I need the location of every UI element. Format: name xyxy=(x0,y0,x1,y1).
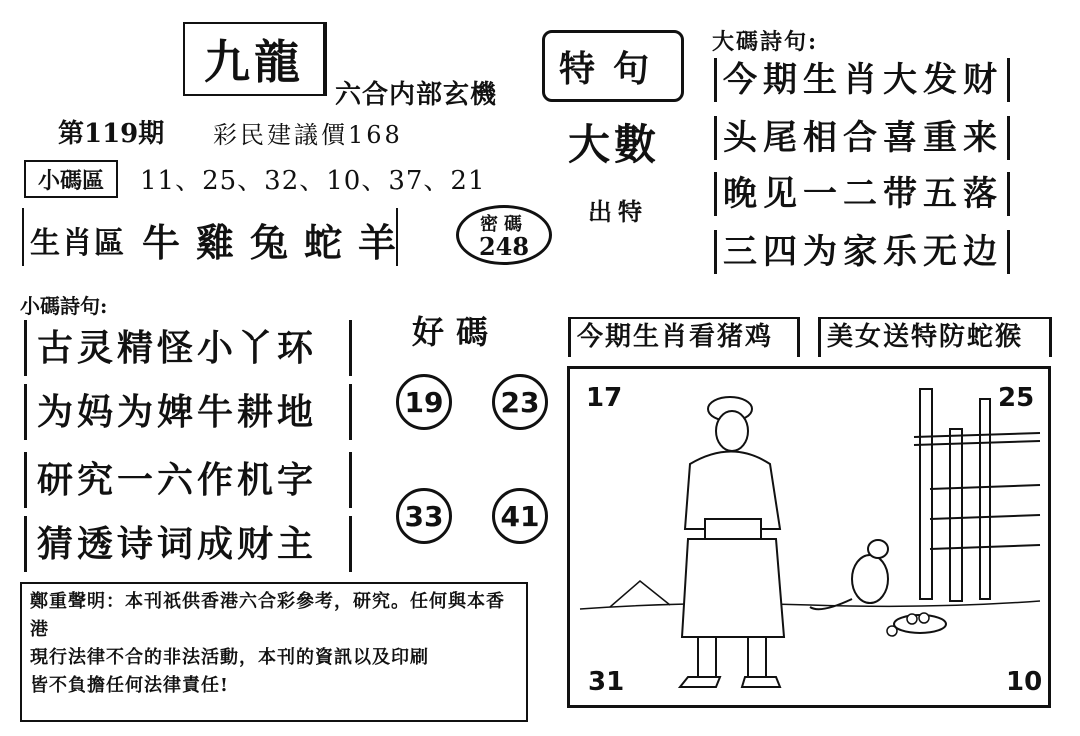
small-code-label: 小碼區 xyxy=(24,160,118,198)
good-code-circle: 19 xyxy=(396,374,452,430)
hint-poem-line: 古灵精怪小丫环 xyxy=(24,320,352,376)
price-advice: 彩民建議價168 xyxy=(213,121,403,149)
disclaimer-line: 鄭重聲明：本刊祇供香港六合彩參考，研究。任何與本香港 xyxy=(30,591,505,640)
good-code-circle: 23 xyxy=(492,374,548,430)
poem-line: 今期生肖大发财 xyxy=(714,58,1010,102)
corner-number: 10 xyxy=(1006,667,1043,697)
special-phrase: 大數 xyxy=(568,120,661,169)
zodiac-label: 生肖區 xyxy=(30,226,126,261)
page-title: 九龍 xyxy=(183,22,327,96)
hint-poem-line: 研究一六作机字 xyxy=(24,452,352,508)
issue-number: 第119期 xyxy=(58,119,165,149)
good-codes-title: 好碼 xyxy=(412,313,501,351)
zodiac-animals: 牛雞兔蛇羊 xyxy=(142,220,413,265)
corner-number: 31 xyxy=(588,667,625,697)
poem-line: 晚见一二带五落 xyxy=(714,172,1010,216)
special-phrase-book-icon: 特句 xyxy=(542,30,684,102)
disclaimer-box xyxy=(20,582,528,722)
secret-code-oval xyxy=(456,205,552,265)
zodiac-banner-right: 美女送特防蛇猴 xyxy=(818,317,1052,357)
secret-code-label: 密碼 xyxy=(480,214,528,235)
subtitle: 六合内部玄機 xyxy=(335,80,498,110)
secret-code-number: 248 xyxy=(478,232,530,261)
zodiac-banner-left: 今期生肖看猪鸡 xyxy=(568,317,800,357)
hint-poem-line: 为妈为婢牛耕地 xyxy=(24,384,352,440)
hint-poem-title: 小碼詩句: xyxy=(20,294,108,318)
good-code-circle: 41 xyxy=(492,488,548,544)
disclaimer-line: 皆不負擔任何法律責任! xyxy=(30,675,229,696)
illustration-scene xyxy=(570,369,1048,705)
corner-number: 25 xyxy=(998,383,1035,413)
disclaimer-line: 現行法律不合的非法活動，本刊的資訊以及印刷 xyxy=(30,647,429,668)
good-code-circle: 33 xyxy=(396,488,452,544)
poem-title: 大碼詩句: xyxy=(712,29,819,55)
hint-poem-line: 猜透诗词成财主 xyxy=(24,516,352,572)
special-note: 出特 xyxy=(588,197,648,226)
small-code-numbers: 11、25、32、10、37、21 xyxy=(140,166,486,196)
illustration-frame xyxy=(567,366,1051,708)
corner-number: 17 xyxy=(586,383,623,413)
poem-line: 头尾相合喜重来 xyxy=(714,116,1010,160)
poem-line: 三四为家乐无边 xyxy=(714,230,1010,274)
